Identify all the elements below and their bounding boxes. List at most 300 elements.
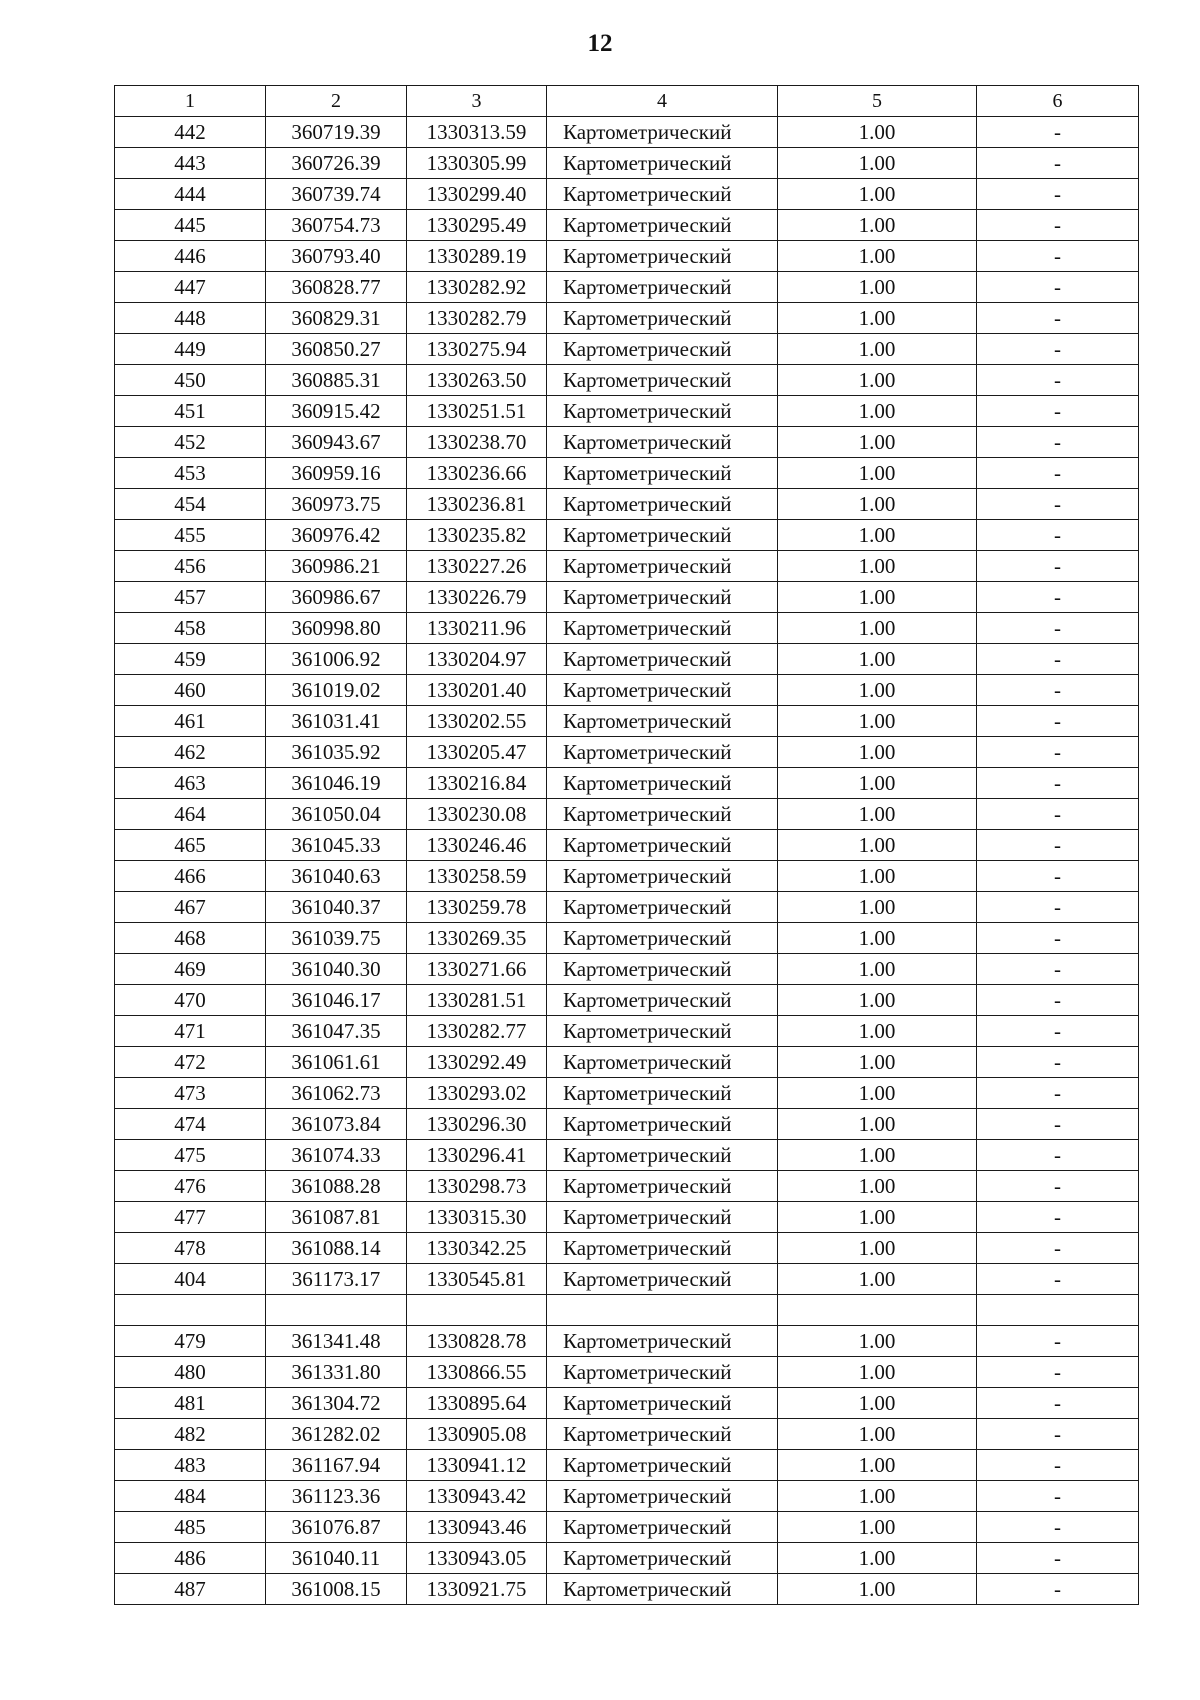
x-coordinate-cell: 361341.48 — [266, 1326, 407, 1357]
accuracy-cell: 1.00 — [778, 892, 977, 923]
y-coordinate-cell: 1330235.82 — [407, 520, 547, 551]
point-number-cell: 474 — [115, 1109, 266, 1140]
table-row — [115, 241, 1139, 272]
point-number-cell: 454 — [115, 489, 266, 520]
accuracy-cell: 1.00 — [778, 830, 977, 861]
method-cell: Картометрический — [547, 830, 778, 861]
x-coordinate-cell: 361039.75 — [266, 923, 407, 954]
point-number-cell: 468 — [115, 923, 266, 954]
y-coordinate-cell: 1330275.94 — [407, 334, 547, 365]
point-number-cell: 475 — [115, 1140, 266, 1171]
accuracy-cell: 1.00 — [778, 365, 977, 396]
method-cell: Картометрический — [547, 396, 778, 427]
table-row — [115, 613, 1139, 644]
note-cell: - — [977, 1264, 1139, 1295]
point-number-cell: 463 — [115, 768, 266, 799]
x-coordinate-cell: 361088.28 — [266, 1171, 407, 1202]
table-row — [115, 1512, 1139, 1543]
point-number-cell: 471 — [115, 1016, 266, 1047]
table-row — [115, 117, 1139, 148]
x-coordinate-cell: 361035.92 — [266, 737, 407, 768]
point-number-cell: 486 — [115, 1543, 266, 1574]
note-cell: - — [977, 1481, 1139, 1512]
method-cell: Картометрический — [547, 892, 778, 923]
note-cell: - — [977, 1202, 1139, 1233]
y-coordinate-cell: 1330238.70 — [407, 427, 547, 458]
table-row — [115, 644, 1139, 675]
y-coordinate-cell: 1330315.30 — [407, 1202, 547, 1233]
y-coordinate-cell: 1330299.40 — [407, 179, 547, 210]
point-number-cell: 469 — [115, 954, 266, 985]
x-coordinate-cell: 361073.84 — [266, 1109, 407, 1140]
accuracy-cell: 1.00 — [778, 241, 977, 272]
accuracy-cell: 1.00 — [778, 1078, 977, 1109]
note-cell: - — [977, 1109, 1139, 1140]
point-number-cell: 470 — [115, 985, 266, 1016]
point-number-cell: 484 — [115, 1481, 266, 1512]
method-cell: Картометрический — [547, 117, 778, 148]
note-cell: - — [977, 799, 1139, 830]
table-row — [115, 799, 1139, 830]
table-header-row — [115, 86, 1139, 117]
y-coordinate-cell: 1330943.42 — [407, 1481, 547, 1512]
y-coordinate-cell: 1330269.35 — [407, 923, 547, 954]
point-number-cell: 458 — [115, 613, 266, 644]
table-row — [115, 706, 1139, 737]
point-number-cell: 446 — [115, 241, 266, 272]
note-cell: - — [977, 613, 1139, 644]
accuracy-cell: 1.00 — [778, 1450, 977, 1481]
note-cell: - — [977, 1140, 1139, 1171]
note-cell: - — [977, 830, 1139, 861]
point-number-cell: 483 — [115, 1450, 266, 1481]
x-coordinate-cell: 361173.17 — [266, 1264, 407, 1295]
note-cell: - — [977, 241, 1139, 272]
accuracy-cell: 1.00 — [778, 675, 977, 706]
column-header: 3 — [407, 86, 547, 117]
method-cell: Картометрический — [547, 1357, 778, 1388]
y-coordinate-cell: 1330921.75 — [407, 1574, 547, 1605]
x-coordinate-cell: 361282.02 — [266, 1419, 407, 1450]
y-coordinate-cell: 1330296.41 — [407, 1140, 547, 1171]
table-row — [115, 148, 1139, 179]
method-cell: Картометрический — [547, 861, 778, 892]
method-cell: Картометрический — [547, 1574, 778, 1605]
y-coordinate-cell: 1330305.99 — [407, 148, 547, 179]
method-cell: Картометрический — [547, 799, 778, 830]
table-row — [115, 396, 1139, 427]
y-coordinate-cell: 1330313.59 — [407, 117, 547, 148]
table-row — [115, 830, 1139, 861]
method-cell: Картометрический — [547, 1264, 778, 1295]
point-number-cell: 452 — [115, 427, 266, 458]
y-coordinate-cell: 1330943.46 — [407, 1512, 547, 1543]
accuracy-cell — [778, 1295, 977, 1326]
note-cell: - — [977, 1357, 1139, 1388]
table-row — [115, 489, 1139, 520]
point-number-cell: 482 — [115, 1419, 266, 1450]
accuracy-cell: 1.00 — [778, 334, 977, 365]
y-coordinate-cell: 1330227.26 — [407, 551, 547, 582]
x-coordinate-cell: 361040.11 — [266, 1543, 407, 1574]
y-coordinate-cell: 1330941.12 — [407, 1450, 547, 1481]
y-coordinate-cell: 1330259.78 — [407, 892, 547, 923]
method-cell: Картометрический — [547, 365, 778, 396]
method-cell: Картометрический — [547, 241, 778, 272]
note-cell: - — [977, 396, 1139, 427]
x-coordinate-cell: 361040.37 — [266, 892, 407, 923]
point-number-cell: 455 — [115, 520, 266, 551]
point-number-cell: 450 — [115, 365, 266, 396]
accuracy-cell: 1.00 — [778, 613, 977, 644]
y-coordinate-cell: 1330281.51 — [407, 985, 547, 1016]
accuracy-cell: 1.00 — [778, 1202, 977, 1233]
x-coordinate-cell: 361074.33 — [266, 1140, 407, 1171]
accuracy-cell: 1.00 — [778, 551, 977, 582]
method-cell: Картометрический — [547, 1140, 778, 1171]
method-cell: Картометрический — [547, 1388, 778, 1419]
note-cell: - — [977, 675, 1139, 706]
y-coordinate-cell: 1330226.79 — [407, 582, 547, 613]
x-coordinate-cell: 361046.17 — [266, 985, 407, 1016]
point-number-cell: 481 — [115, 1388, 266, 1419]
y-coordinate-cell: 1330943.05 — [407, 1543, 547, 1574]
method-cell: Картометрический — [547, 1233, 778, 1264]
y-coordinate-cell: 1330216.84 — [407, 768, 547, 799]
y-coordinate-cell: 1330292.49 — [407, 1047, 547, 1078]
note-cell: - — [977, 458, 1139, 489]
x-coordinate-cell: 360726.39 — [266, 148, 407, 179]
method-cell: Картометрический — [547, 179, 778, 210]
table-row — [115, 520, 1139, 551]
x-coordinate-cell: 360973.75 — [266, 489, 407, 520]
point-number-cell: 453 — [115, 458, 266, 489]
table-row — [115, 737, 1139, 768]
y-coordinate-cell: 1330230.08 — [407, 799, 547, 830]
note-cell: - — [977, 582, 1139, 613]
table-row — [115, 365, 1139, 396]
x-coordinate-cell: 361076.87 — [266, 1512, 407, 1543]
accuracy-cell: 1.00 — [778, 644, 977, 675]
y-coordinate-cell: 1330246.46 — [407, 830, 547, 861]
table-row — [115, 1481, 1139, 1512]
accuracy-cell: 1.00 — [778, 706, 977, 737]
x-coordinate-cell: 360986.21 — [266, 551, 407, 582]
note-cell: - — [977, 1047, 1139, 1078]
point-number-cell: 465 — [115, 830, 266, 861]
accuracy-cell: 1.00 — [778, 1419, 977, 1450]
note-cell: - — [977, 1419, 1139, 1450]
accuracy-cell: 1.00 — [778, 1388, 977, 1419]
accuracy-cell: 1.00 — [778, 303, 977, 334]
note-cell: - — [977, 737, 1139, 768]
note-cell: - — [977, 954, 1139, 985]
note-cell: - — [977, 148, 1139, 179]
y-coordinate-cell: 1330236.81 — [407, 489, 547, 520]
y-coordinate-cell: 1330202.55 — [407, 706, 547, 737]
x-coordinate-cell: 361031.41 — [266, 706, 407, 737]
x-coordinate-cell: 360719.39 — [266, 117, 407, 148]
note-cell: - — [977, 1016, 1139, 1047]
x-coordinate-cell: 361304.72 — [266, 1388, 407, 1419]
note-cell: - — [977, 272, 1139, 303]
table-body — [115, 117, 1139, 1605]
point-number-cell: 448 — [115, 303, 266, 334]
method-cell: Картометрический — [547, 1543, 778, 1574]
x-coordinate-cell: 360943.67 — [266, 427, 407, 458]
accuracy-cell: 1.00 — [778, 582, 977, 613]
note-cell: - — [977, 1574, 1139, 1605]
x-coordinate-cell: 361062.73 — [266, 1078, 407, 1109]
point-number-cell: 467 — [115, 892, 266, 923]
page-number: 12 — [587, 30, 613, 57]
point-number-cell: 444 — [115, 179, 266, 210]
accuracy-cell: 1.00 — [778, 923, 977, 954]
point-number-cell: 476 — [115, 1171, 266, 1202]
x-coordinate-cell: 361123.36 — [266, 1481, 407, 1512]
table-row — [115, 272, 1139, 303]
method-cell: Картометрический — [547, 1109, 778, 1140]
point-number-cell: 478 — [115, 1233, 266, 1264]
x-coordinate-cell: 360915.42 — [266, 396, 407, 427]
method-cell: Картометрический — [547, 737, 778, 768]
method-cell: Картометрический — [547, 613, 778, 644]
note-cell: - — [977, 1543, 1139, 1574]
y-coordinate-cell: 1330298.73 — [407, 1171, 547, 1202]
point-number-cell: 442 — [115, 117, 266, 148]
accuracy-cell: 1.00 — [778, 179, 977, 210]
note-cell: - — [977, 1512, 1139, 1543]
note-cell: - — [977, 365, 1139, 396]
accuracy-cell: 1.00 — [778, 1574, 977, 1605]
method-cell: Картометрический — [547, 1450, 778, 1481]
point-number-cell: 479 — [115, 1326, 266, 1357]
accuracy-cell: 1.00 — [778, 1233, 977, 1264]
method-cell: Картометрический — [547, 520, 778, 551]
x-coordinate-cell: 361088.14 — [266, 1233, 407, 1264]
y-coordinate-cell: 1330236.66 — [407, 458, 547, 489]
y-coordinate-cell: 1330282.92 — [407, 272, 547, 303]
x-coordinate-cell: 360885.31 — [266, 365, 407, 396]
point-number-cell: 466 — [115, 861, 266, 892]
method-cell: Картометрический — [547, 489, 778, 520]
table-row — [115, 1078, 1139, 1109]
table-row — [115, 1016, 1139, 1047]
y-coordinate-cell: 1330828.78 — [407, 1326, 547, 1357]
table-row — [115, 1264, 1139, 1295]
y-coordinate-cell: 1330205.47 — [407, 737, 547, 768]
point-number-cell: 449 — [115, 334, 266, 365]
accuracy-cell: 1.00 — [778, 520, 977, 551]
method-cell: Картометрический — [547, 427, 778, 458]
point-number-cell: 443 — [115, 148, 266, 179]
table-row — [115, 954, 1139, 985]
point-number-cell: 451 — [115, 396, 266, 427]
note-cell: - — [977, 923, 1139, 954]
table-row — [115, 1233, 1139, 1264]
method-cell: Картометрический — [547, 1481, 778, 1512]
column-header: 2 — [266, 86, 407, 117]
accuracy-cell: 1.00 — [778, 1016, 977, 1047]
table-row — [115, 1574, 1139, 1605]
y-coordinate-cell: 1330282.79 — [407, 303, 547, 334]
x-coordinate-cell: 361050.04 — [266, 799, 407, 830]
table-row — [115, 1357, 1139, 1388]
method-cell: Картометрический — [547, 148, 778, 179]
y-coordinate-cell: 1330211.96 — [407, 613, 547, 644]
table-row — [115, 923, 1139, 954]
method-cell: Картометрический — [547, 334, 778, 365]
note-cell: - — [977, 1078, 1139, 1109]
y-coordinate-cell: 1330289.19 — [407, 241, 547, 272]
x-coordinate-cell: 360986.67 — [266, 582, 407, 613]
y-coordinate-cell: 1330293.02 — [407, 1078, 547, 1109]
method-cell: Картометрический — [547, 644, 778, 675]
accuracy-cell: 1.00 — [778, 427, 977, 458]
method-cell: Картометрический — [547, 1078, 778, 1109]
note-cell: - — [977, 551, 1139, 582]
accuracy-cell: 1.00 — [778, 148, 977, 179]
y-coordinate-cell: 1330295.49 — [407, 210, 547, 241]
table-row — [115, 892, 1139, 923]
x-coordinate-cell: 361008.15 — [266, 1574, 407, 1605]
note-cell: - — [977, 489, 1139, 520]
y-coordinate-cell: 1330201.40 — [407, 675, 547, 706]
note-cell: - — [977, 334, 1139, 365]
table-row — [115, 179, 1139, 210]
table-row — [115, 768, 1139, 799]
method-cell: Картометрический — [547, 923, 778, 954]
point-number-cell: 459 — [115, 644, 266, 675]
method-cell: Картометрический — [547, 458, 778, 489]
note-cell: - — [977, 210, 1139, 241]
accuracy-cell: 1.00 — [778, 861, 977, 892]
accuracy-cell: 1.00 — [778, 1357, 977, 1388]
table-row — [115, 1140, 1139, 1171]
point-number-cell: 477 — [115, 1202, 266, 1233]
accuracy-cell: 1.00 — [778, 1512, 977, 1543]
method-cell: Картометрический — [547, 675, 778, 706]
note-cell: - — [977, 179, 1139, 210]
point-number-cell: 462 — [115, 737, 266, 768]
accuracy-cell: 1.00 — [778, 799, 977, 830]
x-coordinate-cell: 361045.33 — [266, 830, 407, 861]
x-coordinate-cell: 360828.77 — [266, 272, 407, 303]
x-coordinate-cell: 360998.80 — [266, 613, 407, 644]
x-coordinate-cell: 361006.92 — [266, 644, 407, 675]
point-number-cell: 472 — [115, 1047, 266, 1078]
note-cell: - — [977, 861, 1139, 892]
note-cell: - — [977, 768, 1139, 799]
table-row — [115, 985, 1139, 1016]
y-coordinate-cell — [407, 1295, 547, 1326]
accuracy-cell: 1.00 — [778, 489, 977, 520]
x-coordinate-cell: 360829.31 — [266, 303, 407, 334]
point-number-cell: 485 — [115, 1512, 266, 1543]
coordinates-table — [114, 85, 1139, 1605]
accuracy-cell: 1.00 — [778, 458, 977, 489]
method-cell: Картометрический — [547, 551, 778, 582]
x-coordinate-cell: 361047.35 — [266, 1016, 407, 1047]
y-coordinate-cell: 1330263.50 — [407, 365, 547, 396]
method-cell: Картометрический — [547, 303, 778, 334]
y-coordinate-cell: 1330895.64 — [407, 1388, 547, 1419]
accuracy-cell: 1.00 — [778, 396, 977, 427]
note-cell: - — [977, 427, 1139, 458]
note-cell — [977, 1295, 1139, 1326]
x-coordinate-cell: 361331.80 — [266, 1357, 407, 1388]
point-number-cell: 464 — [115, 799, 266, 830]
accuracy-cell: 1.00 — [778, 210, 977, 241]
note-cell: - — [977, 1388, 1139, 1419]
x-coordinate-cell: 360976.42 — [266, 520, 407, 551]
note-cell: - — [977, 1450, 1139, 1481]
table-row — [115, 210, 1139, 241]
accuracy-cell: 1.00 — [778, 954, 977, 985]
point-number-cell: 487 — [115, 1574, 266, 1605]
method-cell: Картометрический — [547, 272, 778, 303]
method-cell: Картометрический — [547, 582, 778, 613]
x-coordinate-cell — [266, 1295, 407, 1326]
y-coordinate-cell: 1330296.30 — [407, 1109, 547, 1140]
accuracy-cell: 1.00 — [778, 768, 977, 799]
accuracy-cell: 1.00 — [778, 1326, 977, 1357]
x-coordinate-cell: 361167.94 — [266, 1450, 407, 1481]
x-coordinate-cell: 361046.19 — [266, 768, 407, 799]
y-coordinate-cell: 1330905.08 — [407, 1419, 547, 1450]
table-row — [115, 334, 1139, 365]
column-header: 4 — [547, 86, 778, 117]
y-coordinate-cell: 1330204.97 — [407, 644, 547, 675]
y-coordinate-cell: 1330282.77 — [407, 1016, 547, 1047]
y-coordinate-cell: 1330271.66 — [407, 954, 547, 985]
method-cell: Картометрический — [547, 1016, 778, 1047]
table-row — [115, 675, 1139, 706]
note-cell: - — [977, 985, 1139, 1016]
note-cell: - — [977, 706, 1139, 737]
table-row — [115, 551, 1139, 582]
table-row — [115, 861, 1139, 892]
column-header: 1 — [115, 86, 266, 117]
method-cell: Картометрический — [547, 1171, 778, 1202]
method-cell: Картометрический — [547, 210, 778, 241]
method-cell: Картометрический — [547, 1326, 778, 1357]
point-number-cell — [115, 1295, 266, 1326]
note-cell: - — [977, 1233, 1139, 1264]
point-number-cell: 404 — [115, 1264, 266, 1295]
table-row — [115, 1047, 1139, 1078]
method-cell: Картометрический — [547, 768, 778, 799]
point-number-cell: 457 — [115, 582, 266, 613]
point-number-cell: 461 — [115, 706, 266, 737]
table-row — [115, 582, 1139, 613]
x-coordinate-cell: 361061.61 — [266, 1047, 407, 1078]
note-cell: - — [977, 644, 1139, 675]
note-cell: - — [977, 520, 1139, 551]
point-number-cell: 473 — [115, 1078, 266, 1109]
accuracy-cell: 1.00 — [778, 1171, 977, 1202]
accuracy-cell: 1.00 — [778, 1481, 977, 1512]
table-row — [115, 1171, 1139, 1202]
x-coordinate-cell: 360850.27 — [266, 334, 407, 365]
note-cell: - — [977, 117, 1139, 148]
x-coordinate-cell: 361040.30 — [266, 954, 407, 985]
table-row — [115, 1543, 1139, 1574]
table-row — [115, 1202, 1139, 1233]
table-row — [115, 1109, 1139, 1140]
method-cell: Картометрический — [547, 1047, 778, 1078]
y-coordinate-cell: 1330866.55 — [407, 1357, 547, 1388]
